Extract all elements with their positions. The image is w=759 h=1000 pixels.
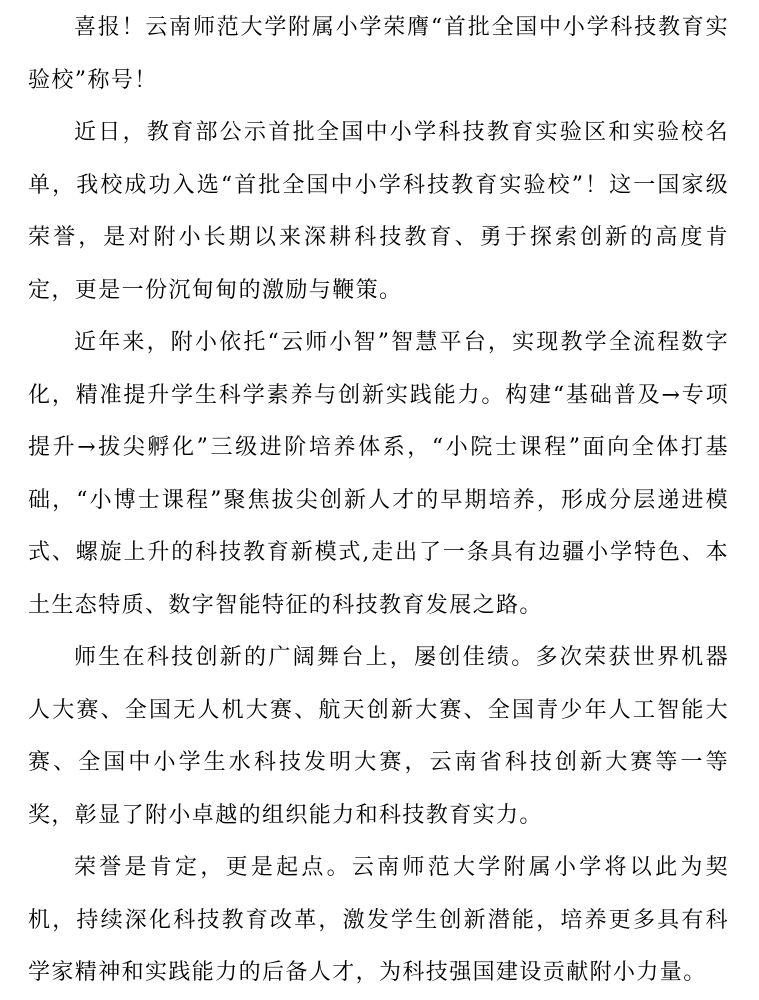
announcement-paragraph: 近日，教育部公示首批全国中小学科技教育实验区和实验校名单，我校成功入选“首批全国中小学科技教育实验校”！这一国家级荣誉，是对附小长期以来深耕科技教育、勇于探索创新的高度肯定，更是一份沉甸甸的激励与鞭策。 (28, 120, 729, 303)
closing-paragraph: 荣誉是肯定，更是起点。云南师范大学附属小学将以此为契机，持续深化科技教育改革，激发学生创新潜能，培养更多具有科学家精神和实践能力的后备人才，为科技强国建设贡献附小力量。 (28, 855, 729, 985)
awards-paragraph: 师生在科技创新的广阔舞台上，屡创佳绩。多次荣获世界机器人大赛、全国无人机大赛、航天创新大赛、全国青少年人工智能大赛、全国中小学生水科技发明大赛，云南省科技创新大赛等一等奖，彰显了附小卓越的组织能力和科技教育实力。 (28, 645, 729, 828)
headline-paragraph: 喜报！云南师范大学附属小学荣膺“首批全国中小学科技教育实验校”称号！ (28, 15, 729, 93)
achievements-paragraph: 近年来，附小依托“云师小智”智慧平台，实现教学全流程数字化，精准提升学生科学素养与创新实践能力。构建“基础普及→专项提升→拔尖孵化”三级进阶培养体系，“小院士课程”面向全体打基础，“小博士课程”聚焦拔尖创新人才的早期培养，形成分层递进模式、螺旋上升的科技教育新模式,走出了一条具有边疆小学特色、本土生态特质、数字智能特征的科技教育发展之路。 (28, 330, 729, 618)
